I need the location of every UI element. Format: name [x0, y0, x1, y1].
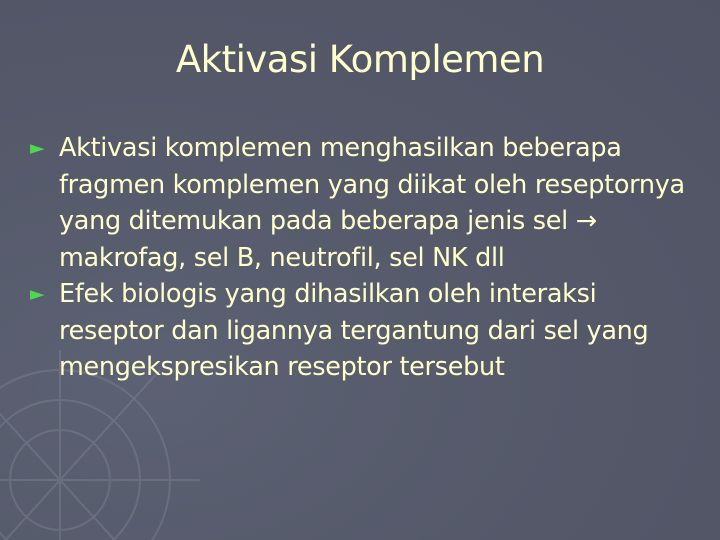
bullet-list [30, 130, 700, 386]
triangle-right-icon: ► [30, 283, 45, 305]
bullet-item [30, 130, 700, 276]
bullet-item [30, 276, 700, 386]
slide-title: Aktivasi Komplemen [175, 38, 545, 81]
bullet-text: Efek biologis yang dihasilkan oleh interaksi reseptor dan ligannya tergantung dari sel yang mengekspresikan reseptor tersebut [59, 279, 649, 382]
bullet-text: Aktivasi komplemen menghasilkan beberapa fragmen komplemen yang diikat oleh reseptornya yang ditemukan pada beberapa jenis sel → makrofag, sel B, neutrofil, sel NK dll [59, 133, 685, 273]
triangle-right-icon: ► [30, 137, 45, 159]
